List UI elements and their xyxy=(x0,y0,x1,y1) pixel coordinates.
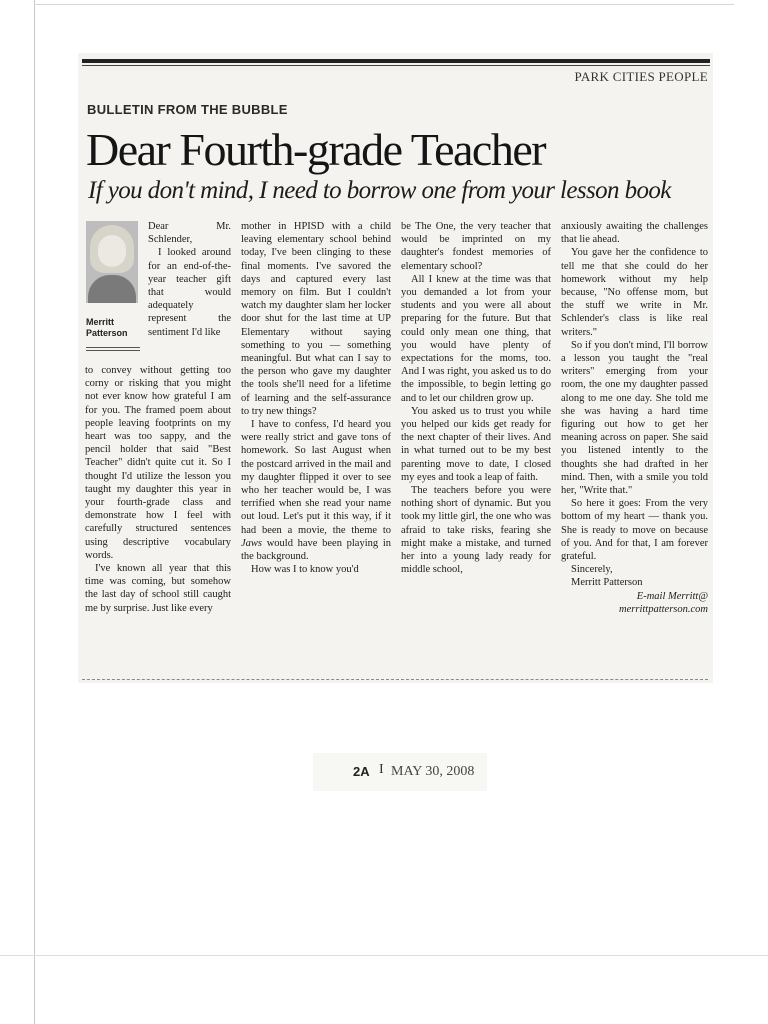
byline-first: Merritt xyxy=(86,317,115,327)
paragraph-text: I have to confess, I'd heard you were really strict and gave tons of homework. So last August when the postcard arrived in the mail and my daughter flipped it over to see who her teacher would be, I was terrified when she read your name out loud. Let's put it this way, if it had been a movie, the theme to xyxy=(241,419,391,536)
byline xyxy=(86,317,146,339)
scan-edge-top xyxy=(34,4,734,5)
paragraph: be The One, the very teacher that would be imprinted on my daughter's fondest memories of elementary school? xyxy=(401,221,551,272)
paragraph: The teachers before you were nothing short of dynamic. But you took my little girl, the one who was afraid to take risks, fearing she might make a mistake, and turned her into a young lady ready for middle school, xyxy=(401,485,551,576)
paragraph: So here it goes: From the very bottom of my heart — thank you. She is ready to move on because of you. And for that, I am forever grateful. xyxy=(561,498,708,563)
paragraph: All I knew at the time was that you demanded a lot from your students and you were all about preparing for the future. But that could only mean one thing, that you would have plenty of expectations for the moms, too. And I was right, you asked us to do the impossible, to begin letting go and to let our children grow up. xyxy=(401,273,551,404)
paragraph: to convey without getting too corny or risking that you might not ever know how grateful I am for you. The framed poem about people leaving footprints on my heart was too sappy, and the pencil holder that said "Best Teacher" didn't quite cut it. So I thought I'd utilize the lesson you taught my daughter this year in your fourth-grade class and demonstrate how I feel with carefully structured sentences using descriptive vocabulary words. xyxy=(85,365,231,561)
headline: Dear Fourth-grade Teacher xyxy=(86,124,546,175)
top-rule-thin xyxy=(82,65,710,66)
signoff-email-2: merrittpatterson.com xyxy=(619,603,708,615)
author-photo xyxy=(86,221,138,303)
folio-separator: I xyxy=(379,762,384,777)
deck-subheadline: If you don't mind, I need to borrow one from your lesson book xyxy=(88,177,671,204)
column-4 xyxy=(561,220,708,616)
paragraph: You gave her the confidence to tell me that she could do her homework without my help because, "No offense mom, but the stuff we write in Mr. Schlender's class is like real writers." xyxy=(561,247,708,338)
column-kicker: BULLETIN FROM THE BUBBLE xyxy=(87,102,288,117)
column-1-top xyxy=(148,220,231,339)
column-3 xyxy=(401,220,551,576)
signoff-name: Merritt Patterson xyxy=(571,577,643,589)
section-name: PARK CITIES PEOPLE xyxy=(574,69,708,84)
signoff-closing: Sincerely, xyxy=(571,564,613,576)
paragraph: I've known all year that this time was coming, but somehow the last day of school still caught me by surprise. Just like every xyxy=(85,563,231,614)
top-rule xyxy=(82,59,710,63)
author-photo-shoulders xyxy=(88,275,136,303)
paragraph: mother in HPISD with a child leaving elementary school behind today, I've been clinging to these final moments. I've savored the days and captured every last memory on film. But I couldn't watch my daughter slam her locker door shut for the last time at UP Elementary without saying something to you — something meaningful. But what can I say to the person who gave my daughter the tools she'll need for a lifetime of learning and the self-assurance to try new things? xyxy=(241,221,391,417)
author-photo-face xyxy=(98,235,126,267)
folio-date: MAY 30, 2008 xyxy=(391,764,475,779)
byline-last: Patterson xyxy=(86,328,128,338)
scan-edge-bottom xyxy=(0,955,768,956)
folio-clipping xyxy=(313,753,487,791)
film-title: Jaws xyxy=(241,537,262,549)
folio-page-number: 2A xyxy=(353,764,370,779)
column-2 xyxy=(241,220,391,576)
paragraph: You asked us to trust you while you helped our kids get ready for the next chapter of their lives. And in what turned out to be my best parenting move to date, I closed my eyes and took a leap of faith. xyxy=(401,405,551,483)
salutation: Dear Mr. Schlender, xyxy=(148,221,231,246)
paragraph-text: would have been playing in the background. xyxy=(241,537,391,563)
paragraph xyxy=(241,418,391,563)
paragraph: How was I to know you'd xyxy=(251,564,359,576)
paragraph: So if you don't mind, I'll borrow a lesson you taught the "real writers" emerging from your room, the one my daughter passed along to me one day. She told me she was having a hard time figuring out how to get her meaning across on paper. She said you listened intently to the thoughts she had drafted in her mind. Then, with a smile you told her, "Write that." xyxy=(561,339,708,497)
byline-rule xyxy=(86,347,140,351)
signoff-email-1: E-mail Merritt@ xyxy=(636,590,708,602)
column-1-bottom xyxy=(85,364,231,615)
bottom-rule xyxy=(82,679,708,681)
scan-edge-left xyxy=(34,0,35,1024)
paragraph: I looked around for an end-of-the-year teacher gift that would adequately represent the sentiment I'd like xyxy=(148,247,231,338)
paragraph: anxiously awaiting the challenges that lie ahead. xyxy=(561,221,708,246)
